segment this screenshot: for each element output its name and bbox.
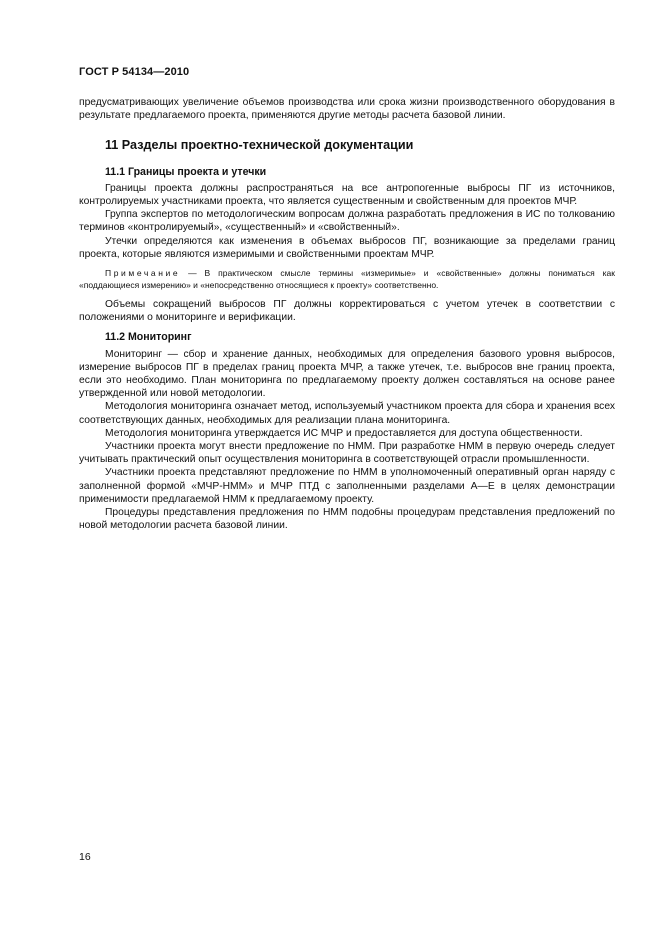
note-label: Примечание — [105, 268, 181, 279]
paragraph-monitoring-4: Участники проекта могут внести предложение по НММ. При разработке НММ в первую очередь следует учитывать практический опыт осуществления мониторинга в соответствующей отрасли промышленности. — [79, 441, 615, 466]
paragraph-monitoring-3: Методология мониторинга утверждается ИС МЧР и предоставляется для доступа общественности. — [105, 427, 583, 439]
section-title: 11 Разделы проектно-технической документации — [105, 138, 414, 153]
paragraph-monitoring-6: Процедуры представления предложения по НММ подобны процедурам представления предложений по новой методологии расчета базовой линии. — [79, 507, 615, 532]
note-text: — В практическом смысле термины «измеримые» и «свойственные» должны пониматься как «поддающиеся измерению» и «непосредственно относящиеся к проекту» соответственно. — [79, 268, 615, 291]
paragraph-boundaries-2: Группа экспертов по методологическим вопросам должна разработать предложения в ИС по толкованию терминов «контролируемый», «существенный» и «свойственный». — [79, 209, 615, 234]
page-number: 16 — [79, 851, 91, 863]
paragraph-monitoring-1: Мониторинг — сбор и хранение данных, необходимых для определения базового уровня выбросов, измерение выбросов ПГ в пределах границ проекта МЧР, а также утечек, т.е. выбросов вне границ проекта, если это необходимо. План мониторинга по предлагаемому проекту должен составляться на основе ранее утвержденной или новой методологии. — [79, 348, 615, 400]
document-id-header: ГОСТ Р 54134—2010 — [79, 66, 190, 78]
document-body — [79, 96, 615, 532]
paragraph-monitoring-2: Методология мониторинга означает метод, используемый участником проекта для сбора и хранения всех соответствующих данных, необходимых для реализации плана мониторинга. — [79, 401, 615, 426]
paragraph-monitoring-5: Участники проекта представляют предложение по НММ в уполномоченный оперативный орган наряду с заполненной формой «МЧР-НММ» и МЧР ПТД с заполненными разделами А—Е в целях демонстрации применимости предлагаемой НММ к предлагаемому проекту. — [79, 467, 615, 505]
intro-paragraph: предусматривающих увеличение объемов производства или срока жизни производственного оборудования в результате предлагаемого проекта, применяются другие методы расчета базовой линии. — [79, 97, 615, 122]
subsection-title-monitoring: 11.2 Мониторинг — [105, 331, 192, 344]
subsection-title-boundaries: 11.1 Границы проекта и утечки — [105, 165, 267, 178]
note — [79, 267, 615, 291]
paragraph-leakage: Утечки определяются как изменения в объемах выбросов ПГ, возникающие за пределами границ проекта, которые являются измеримыми и свойственными проектам МЧР. — [79, 235, 615, 260]
paragraph-boundaries-1: Границы проекта должны распространяться на все антропогенные выбросы ПГ из источников, контролируемых участниками проекта, что является существенным и свойственным для проектов МЧР. — [79, 182, 615, 208]
paragraph-after-note: Объемы сокращений выбросов ПГ должны корректироваться с учетом утечек в соответствии с положениями о мониторинге и верификации. — [79, 299, 615, 324]
